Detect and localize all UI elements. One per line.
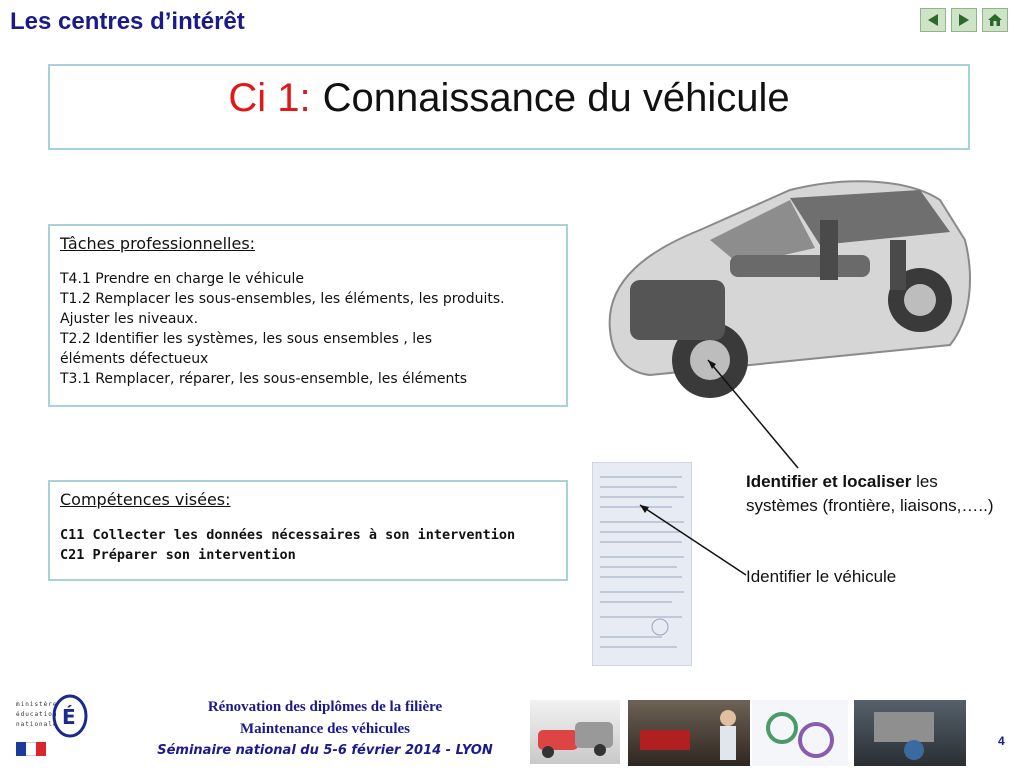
annotation-systems-bold: Identifier et localiser	[746, 472, 912, 491]
competence-line: C11 Collecter les données nécessaires à son intervention	[60, 527, 516, 543]
ministry-logo	[16, 682, 90, 762]
next-slide-button[interactable]	[951, 8, 977, 32]
title-prefix: Ci 1:	[228, 76, 311, 120]
annotation-identify-systems	[746, 470, 1006, 518]
slide-title: Connaissance du véhicule	[322, 76, 790, 120]
ministry-text: ministère	[16, 701, 58, 708]
car-cutaway-image	[590, 160, 980, 410]
footer-photo-engine-diagram	[752, 700, 848, 766]
footer-line-3: Séminaire national du 5-6 février 2014 - LYON	[157, 743, 493, 758]
taches-panel	[48, 224, 568, 407]
competence-line: C21 Préparer son intervention	[60, 547, 296, 563]
taches-line: éléments défectueux	[60, 351, 209, 367]
footer-photo-workshop	[628, 700, 750, 766]
home-icon	[987, 12, 1003, 28]
footer-photo-cars	[530, 700, 620, 764]
page-header-title: Les centres d’intérêt	[10, 8, 245, 35]
french-flag-icon	[16, 742, 46, 756]
arrow-right-icon	[956, 12, 972, 28]
vehicle-registration-document-image	[592, 462, 692, 666]
competences-title: Compétences visées:	[60, 490, 231, 509]
taches-line: T4.1 Prendre en charge le véhicule	[60, 271, 305, 287]
slide-title-box	[48, 64, 970, 150]
page-number: 4	[998, 734, 1005, 748]
annotation-systems-rest: les systèmes (frontière, liaisons,…..)	[746, 472, 994, 515]
previous-slide-button[interactable]	[920, 8, 946, 32]
education-e-icon	[52, 686, 92, 742]
competences-panel	[48, 480, 568, 581]
svg-text:É: É	[62, 705, 76, 729]
home-button[interactable]	[982, 8, 1008, 32]
annotation-identify-vehicle: Identifier le véhicule	[746, 567, 897, 586]
footer-photo-mechanic	[854, 700, 966, 766]
taches-line: T3.1 Remplacer, réparer, les sous-ensemble, les éléments	[60, 371, 468, 387]
taches-title: Tâches professionnelles:	[60, 234, 256, 253]
footer-text	[150, 696, 500, 762]
footer-line-1: Rénovation des diplômes de la filière	[207, 699, 443, 715]
taches-line: T1.2 Remplacer les sous-ensembles, les éléments, les produits.	[60, 291, 505, 307]
taches-line: T2.2 Identifier les systèmes, les sous ensembles , les	[60, 331, 433, 347]
taches-line: Ajuster les niveaux.	[60, 311, 199, 327]
ministry-text: éducation	[16, 711, 58, 718]
ministry-text: nationale	[16, 721, 58, 728]
arrow-left-icon	[925, 12, 941, 28]
footer-line-2: Maintenance des véhicules	[240, 721, 410, 737]
